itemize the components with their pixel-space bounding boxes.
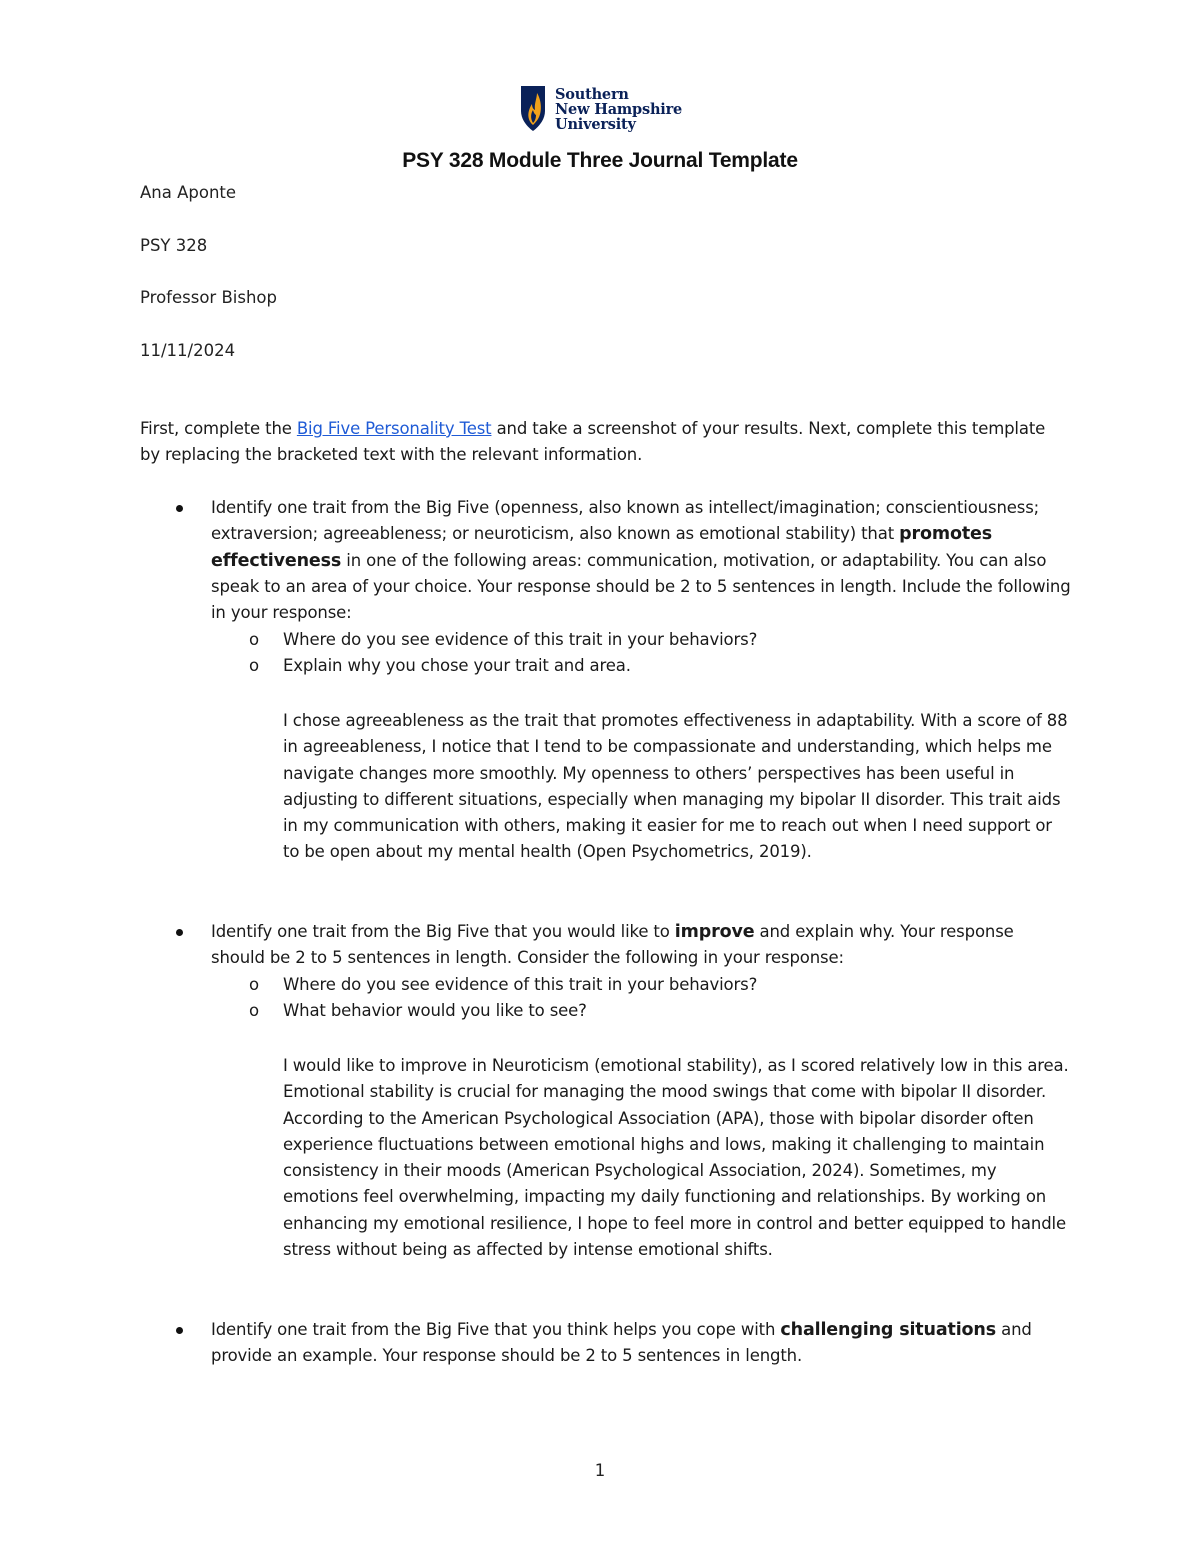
instructions-paragraph [140, 416, 1070, 469]
sub-item-text: What behavior would you like to see? [283, 1001, 587, 1021]
answer-1: I chose agreeableness as the trait that promotes effectiveness in adaptability. With a score of 88 in agreeableness, I notice that I tend to be compassionate and understanding, which helps me navigate changes more smoothly. My openness to others’ perspectives has been useful in adjusting to different situations, especially when managing my bipolar II disorder. This trait aids in my communication with others, making it easier for me to reach out when I need support or to be open about my mental health (Open Psychometrics, 2019). [283, 711, 1068, 862]
prompt-3-text-b: and provide an example. Your response should be 2 to 5 sentences in length. [211, 1320, 1032, 1366]
intro-after-link: and take a screenshot of your results. Next, complete this template by replacing the bracketed text with the relevant information. [140, 419, 1046, 465]
prompt-2 [211, 919, 1071, 972]
prompt-2-emphasis: improve [674, 922, 755, 942]
prompt-2-subitems [249, 972, 1069, 1025]
prompt-1 [211, 495, 1071, 626]
professor-name: Professor Bishop [140, 288, 277, 307]
course-code: PSY 328 [140, 236, 208, 255]
snhu-shield-icon [520, 85, 546, 133]
bullet-icon [176, 1327, 183, 1334]
prompt-2-text-a: Identify one trait from the Big Five that you would like to [211, 922, 675, 941]
sub-bullet-marker: o [249, 656, 259, 676]
prompt-3-emphasis: challenging situations [780, 1320, 997, 1340]
logo-line-1: Southern [555, 85, 629, 103]
student-name: Ana Aponte [140, 183, 237, 202]
sub-item-text: Where do you see evidence of this trait in your behaviors? [283, 630, 758, 649]
list-item [249, 627, 1069, 653]
list-item [249, 972, 1069, 998]
logo-line-3: University [555, 115, 636, 133]
bullet-icon [176, 929, 183, 936]
document-title: PSY 328 Module Three Journal Template [402, 149, 798, 172]
sub-bullet-marker: o [249, 630, 259, 649]
sub-item-text: Explain why you chose your trait and area. [283, 656, 631, 676]
list-item [249, 998, 1069, 1024]
prompt-1-text-a: Identify one trait from the Big Five (openness, also known as intellect/imagination; conscientiousness; extraversion; agreeableness; or neuroticism, also known as emotional stability) that [211, 498, 1040, 544]
university-logo [520, 84, 682, 134]
bullet-icon [176, 505, 183, 512]
sub-bullet-marker: o [249, 975, 259, 994]
sub-bullet-marker: o [249, 1001, 259, 1021]
sub-item-text: Where do you see evidence of this trait in your behaviors? [283, 975, 758, 994]
big-five-test-link[interactable]: Big Five Personality Test [296, 419, 492, 438]
document-date: 11/11/2024 [140, 341, 236, 360]
logo-wordmark [555, 87, 682, 132]
prompt-3-text-a: Identify one trait from the Big Five that you think helps you cope with [211, 1320, 781, 1339]
prompt-1-subitems [249, 627, 1069, 680]
answer-2: I would like to improve in Neuroticism (emotional stability), as I scored relatively low in this area. Emotional stability is crucial for managing the mood swings that come with bipolar II disorder. According to the American Psychological Association (APA), those with bipolar disorder often experience fluctuations between emotional highs and lows, making it challenging to maintain consistency in their moods (American Psychological Association, 2024). Sometimes, my emotions feel overwhelming, impacting my daily functioning and relationships. By working on enhancing my emotional resilience, I hope to feel more in control and better equipped to handle stress without being as affected by intense emotional shifts. [283, 1056, 1069, 1260]
prompt-3 [211, 1317, 1071, 1370]
page-number: 1 [594, 1461, 606, 1480]
logo-line-2: New Hampshire [555, 100, 683, 118]
list-item [249, 653, 1069, 679]
prompt-2-text-b: and explain why. Your response should be 2 to 5 sentences in length. Consider the following in your response: [211, 922, 1014, 968]
intro-before-link: First, complete the [140, 419, 297, 438]
prompt-1-emphasis: promotes effectiveness [211, 524, 993, 571]
prompt-1-text-b: in one of the following areas: communication, motivation, or adaptability. You can also speak to an area of your choice. Your response should be 2 to 5 sentences in length. Include the following in your response: [211, 550, 1071, 623]
